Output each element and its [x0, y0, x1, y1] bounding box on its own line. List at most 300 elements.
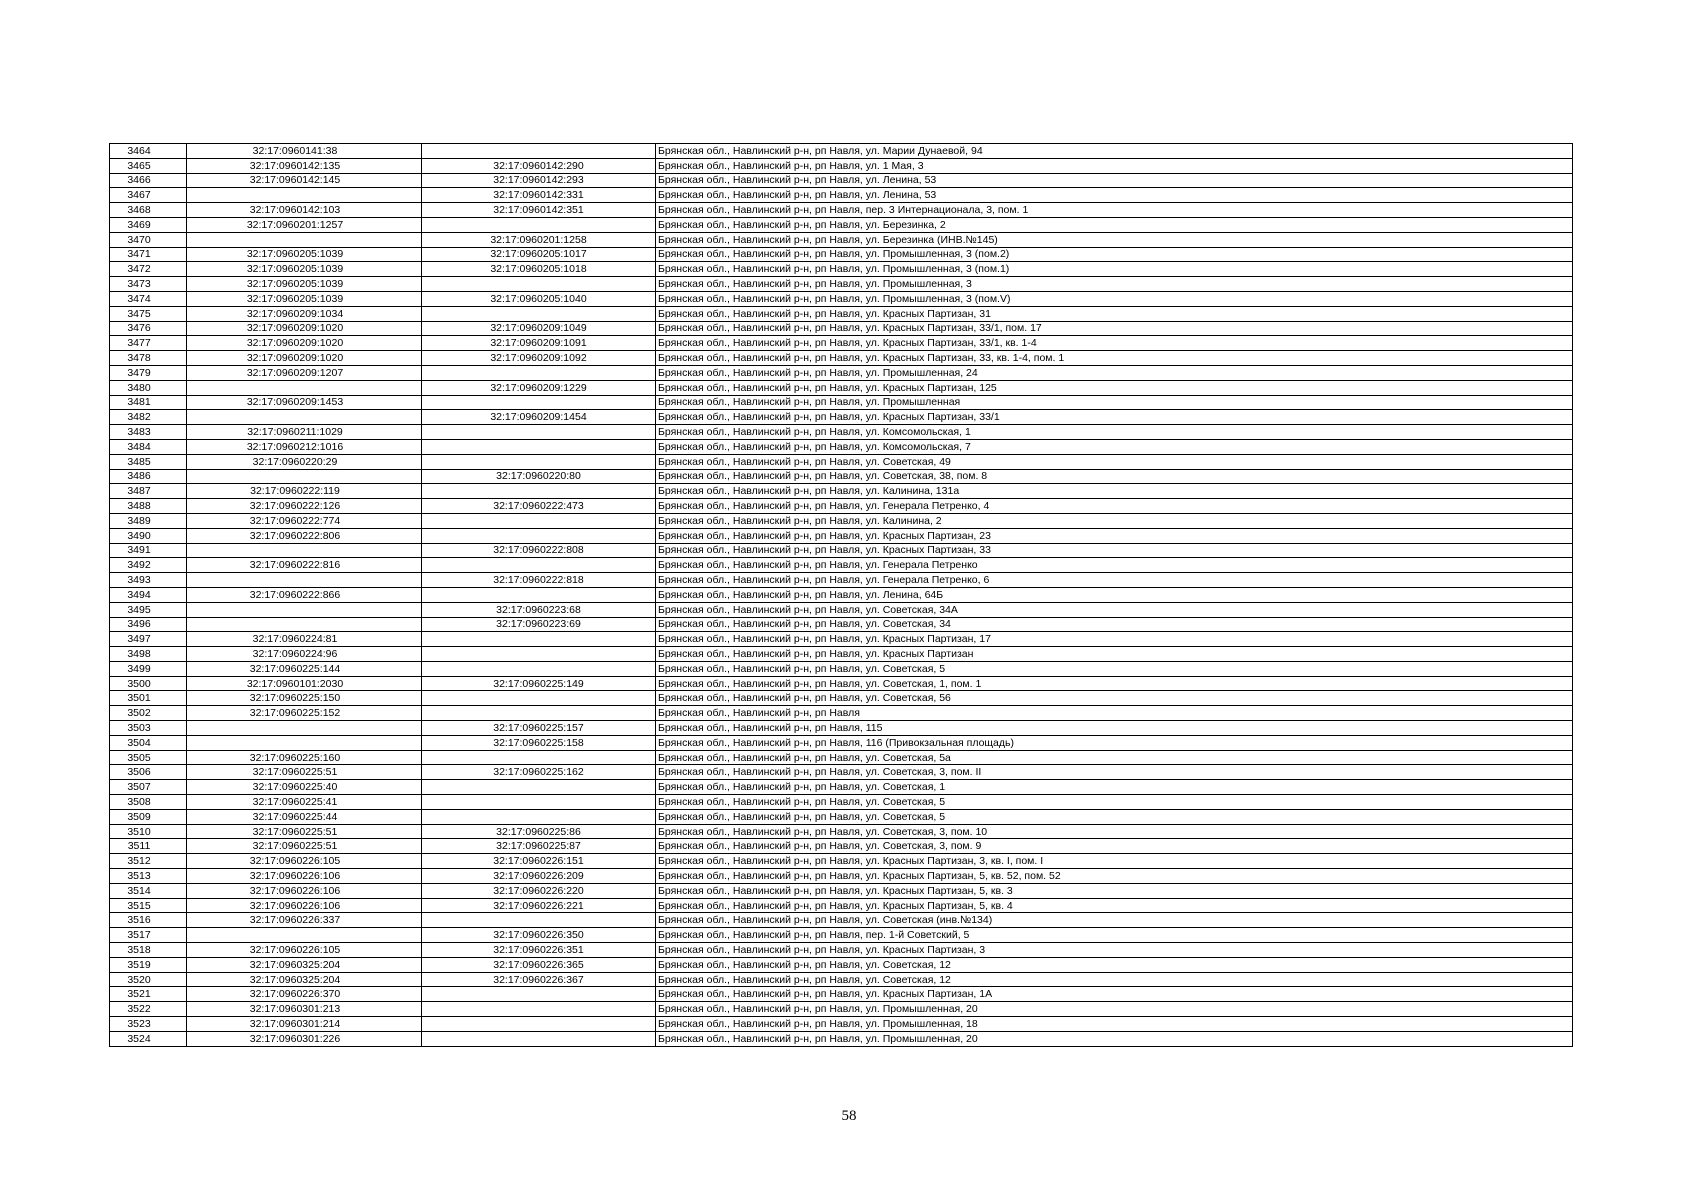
row-number-cell: 3491 — [110, 543, 187, 558]
object-cadastral-number-cell: 32:17:0960209:1092 — [422, 351, 656, 366]
row-number-cell: 3498 — [110, 647, 187, 662]
object-cadastral-number-cell: 32:17:0960209:1229 — [422, 380, 656, 395]
address-cell: Брянская обл., Навлинский р-н, рп Навля, ул. Советская, 12 — [656, 972, 1573, 987]
table-row — [110, 869, 1573, 884]
table-row — [110, 425, 1573, 440]
land-cadastral-number-cell: 32:17:0960209:1207 — [187, 365, 422, 380]
object-cadastral-number-cell — [422, 1031, 656, 1046]
row-number-cell: 3468 — [110, 203, 187, 218]
row-number-cell: 3497 — [110, 632, 187, 647]
object-cadastral-number-cell: 32:17:0960226:350 — [422, 928, 656, 943]
table-row — [110, 484, 1573, 499]
row-number-cell: 3479 — [110, 365, 187, 380]
object-cadastral-number-cell: 32:17:0960209:1454 — [422, 410, 656, 425]
row-number-cell: 3467 — [110, 188, 187, 203]
address-cell: Брянская обл., Навлинский р-н, рп Навля, ул. Советская, 5 — [656, 809, 1573, 824]
land-cadastral-number-cell: 32:17:0960209:1453 — [187, 395, 422, 410]
object-cadastral-number-cell — [422, 306, 656, 321]
table-row — [110, 1031, 1573, 1046]
address-cell: Брянская обл., Навлинский р-н, рп Навля, ул. Генерала Петренко — [656, 558, 1573, 573]
land-cadastral-number-cell: 32:17:0960205:1039 — [187, 247, 422, 262]
address-cell: Брянская обл., Навлинский р-н, рп Навля, ул. Красных Партизан, 17 — [656, 632, 1573, 647]
address-cell: Брянская обл., Навлинский р-н, рп Навля, ул. Ленина, 53 — [656, 173, 1573, 188]
address-cell: Брянская обл., Навлинский р-н, рп Навля, ул. Березинка (ИНВ.№145) — [656, 232, 1573, 247]
table-row — [110, 765, 1573, 780]
table-row — [110, 943, 1573, 958]
row-number-cell: 3474 — [110, 291, 187, 306]
table-row — [110, 306, 1573, 321]
object-cadastral-number-cell: 32:17:0960142:331 — [422, 188, 656, 203]
address-cell: Брянская обл., Навлинский р-н, рп Навля, ул. Красных Партизан, 33 — [656, 543, 1573, 558]
table-row — [110, 735, 1573, 750]
address-cell: Брянская обл., Навлинский р-н, рп Навля, ул. Калинина, 131а — [656, 484, 1573, 499]
table-row — [110, 144, 1573, 159]
object-cadastral-number-cell: 32:17:0960209:1091 — [422, 336, 656, 351]
table-row — [110, 661, 1573, 676]
row-number-cell: 3485 — [110, 454, 187, 469]
object-cadastral-number-cell — [422, 632, 656, 647]
land-cadastral-number-cell: 32:17:0960209:1020 — [187, 351, 422, 366]
address-cell: Брянская обл., Навлинский р-н, рп Навля, ул. Красных Партизан, 5, кв. 3 — [656, 883, 1573, 898]
land-cadastral-number-cell: 32:17:0960226:337 — [187, 913, 422, 928]
object-cadastral-number-cell — [422, 439, 656, 454]
land-cadastral-number-cell — [187, 543, 422, 558]
table-row — [110, 217, 1573, 232]
address-cell: Брянская обл., Навлинский р-н, рп Навля, пер. 3 Интернационала, 3, пом. 1 — [656, 203, 1573, 218]
table-row — [110, 291, 1573, 306]
table-row — [110, 528, 1573, 543]
row-number-cell: 3524 — [110, 1031, 187, 1046]
address-cell: Брянская обл., Навлинский р-н, рп Навля, ул. Промышленная, 3 (пом.V) — [656, 291, 1573, 306]
row-number-cell: 3516 — [110, 913, 187, 928]
table-row — [110, 543, 1573, 558]
object-cadastral-number-cell: 32:17:0960205:1018 — [422, 262, 656, 277]
object-cadastral-number-cell: 32:17:0960222:818 — [422, 573, 656, 588]
row-number-cell: 3465 — [110, 158, 187, 173]
land-cadastral-number-cell: 32:17:0960222:119 — [187, 484, 422, 499]
table-row — [110, 883, 1573, 898]
land-cadastral-number-cell: 32:17:0960226:106 — [187, 869, 422, 884]
object-cadastral-number-cell — [422, 780, 656, 795]
land-cadastral-number-cell: 32:17:0960226:106 — [187, 883, 422, 898]
table-row — [110, 632, 1573, 647]
row-number-cell: 3500 — [110, 676, 187, 691]
object-cadastral-number-cell: 32:17:0960225:149 — [422, 676, 656, 691]
land-cadastral-number-cell: 32:17:0960226:105 — [187, 943, 422, 958]
address-cell: Брянская обл., Навлинский р-н, рп Навля, 115 — [656, 721, 1573, 736]
object-cadastral-number-cell: 32:17:0960201:1258 — [422, 232, 656, 247]
land-cadastral-number-cell: 32:17:0960325:204 — [187, 972, 422, 987]
object-cadastral-number-cell: 32:17:0960225:157 — [422, 721, 656, 736]
table-row — [110, 499, 1573, 514]
land-cadastral-number-cell — [187, 380, 422, 395]
row-number-cell: 3517 — [110, 928, 187, 943]
table-row — [110, 647, 1573, 662]
land-cadastral-number-cell: 32:17:0960225:51 — [187, 824, 422, 839]
row-number-cell: 3484 — [110, 439, 187, 454]
row-number-cell: 3481 — [110, 395, 187, 410]
address-cell: Брянская обл., Навлинский р-н, рп Навля, ул. Промышленная, 18 — [656, 1017, 1573, 1032]
row-number-cell: 3473 — [110, 277, 187, 292]
land-cadastral-number-cell: 32:17:0960301:226 — [187, 1031, 422, 1046]
table-row — [110, 336, 1573, 351]
object-cadastral-number-cell: 32:17:0960220:80 — [422, 469, 656, 484]
land-cadastral-number-cell: 32:17:0960220:29 — [187, 454, 422, 469]
address-cell: Брянская обл., Навлинский р-н, рп Навля, ул. Советская, 38, пом. 8 — [656, 469, 1573, 484]
row-number-cell: 3477 — [110, 336, 187, 351]
land-cadastral-number-cell: 32:17:0960142:145 — [187, 173, 422, 188]
table-row — [110, 203, 1573, 218]
object-cadastral-number-cell: 32:17:0960222:808 — [422, 543, 656, 558]
address-cell: Брянская обл., Навлинский р-н, рп Навля, ул. Калинина, 2 — [656, 513, 1573, 528]
object-cadastral-number-cell — [422, 750, 656, 765]
table-row — [110, 173, 1573, 188]
table-row — [110, 395, 1573, 410]
object-cadastral-number-cell: 32:17:0960225:158 — [422, 735, 656, 750]
row-number-cell: 3466 — [110, 173, 187, 188]
object-cadastral-number-cell — [422, 809, 656, 824]
table-row — [110, 957, 1573, 972]
address-cell: Брянская обл., Навлинский р-н, рп Навля, ул. Генерала Петренко, 4 — [656, 499, 1573, 514]
address-cell: Брянская обл., Навлинский р-н, рп Навля, ул. Советская, 5 — [656, 795, 1573, 810]
address-cell: Брянская обл., Навлинский р-н, рп Навля, ул. 1 Мая, 3 — [656, 158, 1573, 173]
table-row — [110, 839, 1573, 854]
table-row — [110, 439, 1573, 454]
object-cadastral-number-cell — [422, 913, 656, 928]
address-cell: Брянская обл., Навлинский р-н, рп Навля, ул. Марии Дунаевой, 94 — [656, 144, 1573, 159]
row-number-cell: 3515 — [110, 898, 187, 913]
land-cadastral-number-cell: 32:17:0960226:370 — [187, 987, 422, 1002]
land-cadastral-number-cell — [187, 721, 422, 736]
address-cell: Брянская обл., Навлинский р-н, рп Навля, ул. Советская, 1, пом. 1 — [656, 676, 1573, 691]
table-row — [110, 262, 1573, 277]
table-row — [110, 691, 1573, 706]
land-cadastral-number-cell — [187, 735, 422, 750]
row-number-cell: 3510 — [110, 824, 187, 839]
row-number-cell: 3494 — [110, 587, 187, 602]
land-cadastral-number-cell — [187, 188, 422, 203]
land-cadastral-number-cell: 32:17:0960225:150 — [187, 691, 422, 706]
land-cadastral-number-cell — [187, 617, 422, 632]
table-row — [110, 928, 1573, 943]
table-row — [110, 602, 1573, 617]
object-cadastral-number-cell — [422, 217, 656, 232]
land-cadastral-number-cell: 32:17:0960226:105 — [187, 854, 422, 869]
land-cadastral-number-cell — [187, 928, 422, 943]
table-row — [110, 913, 1573, 928]
land-cadastral-number-cell — [187, 232, 422, 247]
row-number-cell: 3519 — [110, 957, 187, 972]
row-number-cell: 3518 — [110, 943, 187, 958]
land-cadastral-number-cell: 32:17:0960225:40 — [187, 780, 422, 795]
row-number-cell: 3464 — [110, 144, 187, 159]
object-cadastral-number-cell — [422, 647, 656, 662]
object-cadastral-number-cell — [422, 795, 656, 810]
address-cell: Брянская обл., Навлинский р-н, рп Навля, ул. Красных Партизан, 33/1, пом. 17 — [656, 321, 1573, 336]
address-cell: Брянская обл., Навлинский р-н, рп Навля, ул. Красных Партизан, 3, кв. I, пом. I — [656, 854, 1573, 869]
address-cell: Брянская обл., Навлинский р-н, рп Навля, ул. Ленина, 64Б — [656, 587, 1573, 602]
row-number-cell: 3523 — [110, 1017, 187, 1032]
land-cadastral-number-cell: 32:17:0960205:1039 — [187, 291, 422, 306]
object-cadastral-number-cell — [422, 661, 656, 676]
row-number-cell: 3478 — [110, 351, 187, 366]
land-cadastral-number-cell: 32:17:0960209:1020 — [187, 336, 422, 351]
object-cadastral-number-cell: 32:17:0960226:221 — [422, 898, 656, 913]
address-cell: Брянская обл., Навлинский р-н, рп Навля, ул. Промышленная, 20 — [656, 1002, 1573, 1017]
land-cadastral-number-cell: 32:17:0960142:103 — [187, 203, 422, 218]
land-cadastral-number-cell: 32:17:0960209:1034 — [187, 306, 422, 321]
address-cell: Брянская обл., Навлинский р-н, рп Навля, ул. Советская, 34 — [656, 617, 1573, 632]
address-cell: Брянская обл., Навлинский р-н, рп Навля, ул. Комсомольская, 7 — [656, 439, 1573, 454]
table-row — [110, 795, 1573, 810]
object-cadastral-number-cell: 32:17:0960226:365 — [422, 957, 656, 972]
land-cadastral-number-cell: 32:17:0960224:81 — [187, 632, 422, 647]
property-registry-table — [109, 143, 1573, 1047]
object-cadastral-number-cell: 32:17:0960222:473 — [422, 499, 656, 514]
address-cell: Брянская обл., Навлинский р-н, рп Навля, ул. Красных Партизан, 33/1 — [656, 410, 1573, 425]
row-number-cell: 3513 — [110, 869, 187, 884]
address-cell: Брянская обл., Навлинский р-н, рп Навля, ул. Промышленная, 24 — [656, 365, 1573, 380]
object-cadastral-number-cell: 32:17:0960142:351 — [422, 203, 656, 218]
land-cadastral-number-cell: 32:17:0960222:816 — [187, 558, 422, 573]
address-cell: Брянская обл., Навлинский р-н, рп Навля, ул. Комсомольская, 1 — [656, 425, 1573, 440]
row-number-cell: 3501 — [110, 691, 187, 706]
table-row — [110, 750, 1573, 765]
table-row — [110, 573, 1573, 588]
row-number-cell: 3508 — [110, 795, 187, 810]
address-cell: Брянская обл., Навлинский р-н, рп Навля, ул. Промышленная, 20 — [656, 1031, 1573, 1046]
row-number-cell: 3495 — [110, 602, 187, 617]
address-cell: Брянская обл., Навлинский р-н, рп Навля, ул. Советская, 5 — [656, 661, 1573, 676]
address-cell: Брянская обл., Навлинский р-н, рп Навля, ул. Красных Партизан, 5, кв. 52, пом. 52 — [656, 869, 1573, 884]
address-cell: Брянская обл., Навлинский р-н, рп Навля, 116 (Привокзальная площадь) — [656, 735, 1573, 750]
row-number-cell: 3511 — [110, 839, 187, 854]
row-number-cell: 3471 — [110, 247, 187, 262]
table-row — [110, 587, 1573, 602]
land-cadastral-number-cell: 32:17:0960325:204 — [187, 957, 422, 972]
row-number-cell: 3504 — [110, 735, 187, 750]
land-cadastral-number-cell: 32:17:0960101:2030 — [187, 676, 422, 691]
land-cadastral-number-cell — [187, 410, 422, 425]
object-cadastral-number-cell: 32:17:0960226:367 — [422, 972, 656, 987]
table-row — [110, 158, 1573, 173]
table-row — [110, 232, 1573, 247]
row-number-cell: 3469 — [110, 217, 187, 232]
land-cadastral-number-cell: 32:17:0960201:1257 — [187, 217, 422, 232]
land-cadastral-number-cell: 32:17:0960141:38 — [187, 144, 422, 159]
address-cell: Брянская обл., Навлинский р-н, рп Навля, ул. Красных Партизан, 33/1, кв. 1-4 — [656, 336, 1573, 351]
land-cadastral-number-cell — [187, 469, 422, 484]
land-cadastral-number-cell: 32:17:0960301:213 — [187, 1002, 422, 1017]
row-number-cell: 3480 — [110, 380, 187, 395]
address-cell: Брянская обл., Навлинский р-н, рп Навля, ул. Промышленная, 3 (пом.2) — [656, 247, 1573, 262]
table-row — [110, 987, 1573, 1002]
address-cell: Брянская обл., Навлинский р-н, рп Навля, ул. Красных Партизан, 3 — [656, 943, 1573, 958]
address-cell: Брянская обл., Навлинский р-н, рп Навля, ул. Промышленная — [656, 395, 1573, 410]
object-cadastral-number-cell: 32:17:0960225:87 — [422, 839, 656, 854]
land-cadastral-number-cell: 32:17:0960225:152 — [187, 706, 422, 721]
land-cadastral-number-cell — [187, 573, 422, 588]
address-cell: Брянская обл., Навлинский р-н, рп Навля, ул. Советская, 3, пом. II — [656, 765, 1573, 780]
table-row — [110, 617, 1573, 632]
object-cadastral-number-cell: 32:17:0960225:162 — [422, 765, 656, 780]
page-number: 58 — [841, 1108, 857, 1124]
table-row — [110, 1017, 1573, 1032]
row-number-cell: 3475 — [110, 306, 187, 321]
object-cadastral-number-cell: 32:17:0960226:351 — [422, 943, 656, 958]
address-cell: Брянская обл., Навлинский р-н, рп Навля, ул. Советская (инв.№134) — [656, 913, 1573, 928]
land-cadastral-number-cell: 32:17:0960222:806 — [187, 528, 422, 543]
land-cadastral-number-cell: 32:17:0960222:774 — [187, 513, 422, 528]
object-cadastral-number-cell: 32:17:0960226:209 — [422, 869, 656, 884]
object-cadastral-number-cell — [422, 528, 656, 543]
address-cell: Брянская обл., Навлинский р-н, рп Навля, ул. Советская, 5а — [656, 750, 1573, 765]
row-number-cell: 3476 — [110, 321, 187, 336]
object-cadastral-number-cell — [422, 691, 656, 706]
land-cadastral-number-cell: 32:17:0960225:144 — [187, 661, 422, 676]
address-cell: Брянская обл., Навлинский р-н, рп Навля, ул. Красных Партизан, 1А — [656, 987, 1573, 1002]
address-cell: Брянская обл., Навлинский р-н, рп Навля, ул. Советская, 3, пом. 10 — [656, 824, 1573, 839]
land-cadastral-number-cell: 32:17:0960225:51 — [187, 765, 422, 780]
object-cadastral-number-cell: 32:17:0960226:151 — [422, 854, 656, 869]
row-number-cell: 3488 — [110, 499, 187, 514]
land-cadastral-number-cell: 32:17:0960222:126 — [187, 499, 422, 514]
table-row — [110, 188, 1573, 203]
address-cell: Брянская обл., Навлинский р-н, рп Навля, ул. Советская, 1 — [656, 780, 1573, 795]
object-cadastral-number-cell: 32:17:0960209:1049 — [422, 321, 656, 336]
row-number-cell: 3496 — [110, 617, 187, 632]
row-number-cell: 3506 — [110, 765, 187, 780]
row-number-cell: 3482 — [110, 410, 187, 425]
row-number-cell: 3483 — [110, 425, 187, 440]
table-row — [110, 410, 1573, 425]
table-row — [110, 898, 1573, 913]
address-cell: Брянская обл., Навлинский р-н, рп Навля, ул. Березинка, 2 — [656, 217, 1573, 232]
object-cadastral-number-cell — [422, 144, 656, 159]
row-number-cell: 3503 — [110, 721, 187, 736]
object-cadastral-number-cell: 32:17:0960205:1017 — [422, 247, 656, 262]
object-cadastral-number-cell — [422, 365, 656, 380]
row-number-cell: 3522 — [110, 1002, 187, 1017]
object-cadastral-number-cell — [422, 454, 656, 469]
land-cadastral-number-cell: 32:17:0960205:1039 — [187, 277, 422, 292]
table-row — [110, 513, 1573, 528]
object-cadastral-number-cell: 32:17:0960225:86 — [422, 824, 656, 839]
object-cadastral-number-cell: 32:17:0960142:290 — [422, 158, 656, 173]
land-cadastral-number-cell: 32:17:0960225:41 — [187, 795, 422, 810]
object-cadastral-number-cell: 32:17:0960223:68 — [422, 602, 656, 617]
row-number-cell: 3492 — [110, 558, 187, 573]
row-number-cell: 3472 — [110, 262, 187, 277]
land-cadastral-number-cell: 32:17:0960209:1020 — [187, 321, 422, 336]
object-cadastral-number-cell — [422, 425, 656, 440]
object-cadastral-number-cell — [422, 484, 656, 499]
row-number-cell: 3505 — [110, 750, 187, 765]
table-row — [110, 706, 1573, 721]
object-cadastral-number-cell — [422, 1017, 656, 1032]
address-cell: Брянская обл., Навлинский р-н, рп Навля, ул. Советская, 12 — [656, 957, 1573, 972]
table-row — [110, 277, 1573, 292]
land-cadastral-number-cell: 32:17:0960224:96 — [187, 647, 422, 662]
row-number-cell: 3502 — [110, 706, 187, 721]
address-cell: Брянская обл., Навлинский р-н, рп Навля — [656, 706, 1573, 721]
table-row — [110, 809, 1573, 824]
address-cell: Брянская обл., Навлинский р-н, рп Навля, ул. Советская, 56 — [656, 691, 1573, 706]
land-cadastral-number-cell: 32:17:0960225:160 — [187, 750, 422, 765]
land-cadastral-number-cell: 32:17:0960226:106 — [187, 898, 422, 913]
table-row — [110, 1002, 1573, 1017]
table-row — [110, 721, 1573, 736]
land-cadastral-number-cell: 32:17:0960225:51 — [187, 839, 422, 854]
object-cadastral-number-cell — [422, 987, 656, 1002]
table-row — [110, 321, 1573, 336]
object-cadastral-number-cell — [422, 395, 656, 410]
address-cell: Брянская обл., Навлинский р-н, рп Навля, ул. Красных Партизан — [656, 647, 1573, 662]
address-cell: Брянская обл., Навлинский р-н, рп Навля, ул. Генерала Петренко, 6 — [656, 573, 1573, 588]
address-cell: Брянская обл., Навлинский р-н, рп Навля, пер. 1-й Советский, 5 — [656, 928, 1573, 943]
row-number-cell: 3509 — [110, 809, 187, 824]
table-row — [110, 780, 1573, 795]
table-row — [110, 365, 1573, 380]
address-cell: Брянская обл., Навлинский р-н, рп Навля, ул. Советская, 3, пом. 9 — [656, 839, 1573, 854]
address-cell: Брянская обл., Навлинский р-н, рп Навля, ул. Промышленная, 3 — [656, 277, 1573, 292]
land-cadastral-number-cell — [187, 602, 422, 617]
land-cadastral-number-cell: 32:17:0960222:866 — [187, 587, 422, 602]
table-row — [110, 854, 1573, 869]
row-number-cell: 3521 — [110, 987, 187, 1002]
table-row — [110, 558, 1573, 573]
object-cadastral-number-cell: 32:17:0960205:1040 — [422, 291, 656, 306]
land-cadastral-number-cell: 32:17:0960225:44 — [187, 809, 422, 824]
table-row — [110, 824, 1573, 839]
row-number-cell: 3486 — [110, 469, 187, 484]
address-cell: Брянская обл., Навлинский р-н, рп Навля, ул. Красных Партизан, 125 — [656, 380, 1573, 395]
row-number-cell: 3499 — [110, 661, 187, 676]
address-cell: Брянская обл., Навлинский р-н, рп Навля, ул. Промышленная, 3 (пом.1) — [656, 262, 1573, 277]
table-row — [110, 247, 1573, 262]
registry-table-body — [110, 144, 1573, 1047]
address-cell: Брянская обл., Навлинский р-н, рп Навля, ул. Красных Партизан, 31 — [656, 306, 1573, 321]
table-row — [110, 380, 1573, 395]
address-cell: Брянская обл., Навлинский р-н, рп Навля, ул. Красных Партизан, 23 — [656, 528, 1573, 543]
object-cadastral-number-cell — [422, 558, 656, 573]
address-cell: Брянская обл., Навлинский р-н, рп Навля, ул. Советская, 49 — [656, 454, 1573, 469]
object-cadastral-number-cell — [422, 513, 656, 528]
address-cell: Брянская обл., Навлинский р-н, рп Навля, ул. Красных Партизан, 33, кв. 1-4, пом. 1 — [656, 351, 1573, 366]
object-cadastral-number-cell — [422, 706, 656, 721]
object-cadastral-number-cell — [422, 277, 656, 292]
row-number-cell: 3487 — [110, 484, 187, 499]
row-number-cell: 3512 — [110, 854, 187, 869]
object-cadastral-number-cell: 32:17:0960142:293 — [422, 173, 656, 188]
row-number-cell: 3514 — [110, 883, 187, 898]
row-number-cell: 3520 — [110, 972, 187, 987]
table-row — [110, 469, 1573, 484]
object-cadastral-number-cell — [422, 587, 656, 602]
object-cadastral-number-cell: 32:17:0960223:69 — [422, 617, 656, 632]
table-row — [110, 972, 1573, 987]
land-cadastral-number-cell: 32:17:0960142:135 — [187, 158, 422, 173]
address-cell: Брянская обл., Навлинский р-н, рп Навля, ул. Ленина, 53 — [656, 188, 1573, 203]
row-number-cell: 3493 — [110, 573, 187, 588]
table-row — [110, 676, 1573, 691]
row-number-cell: 3490 — [110, 528, 187, 543]
land-cadastral-number-cell: 32:17:0960301:214 — [187, 1017, 422, 1032]
land-cadastral-number-cell: 32:17:0960212:1016 — [187, 439, 422, 454]
land-cadastral-number-cell: 32:17:0960205:1039 — [187, 262, 422, 277]
land-cadastral-number-cell: 32:17:0960211:1029 — [187, 425, 422, 440]
table-row — [110, 351, 1573, 366]
